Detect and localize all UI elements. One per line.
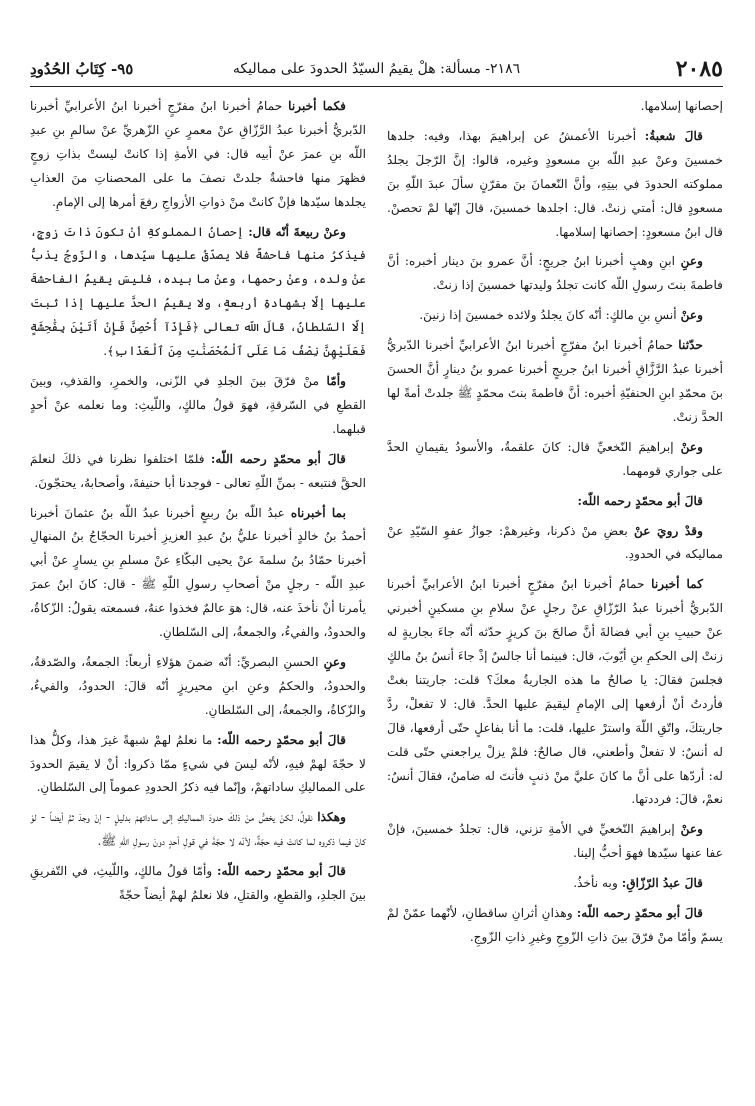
paragraph-text: أنسِ بنِ مالكٍ: أنّه كانَ يجلدُ ولائده خمسينَ إذا زنينَ. [419,308,677,323]
paragraph [387,573,723,812]
page-number: ٢٠٨٥ [675,56,723,82]
paragraph [387,250,723,298]
paragraph [30,502,366,645]
paragraph-text: حمامُ أخبرنا ابنُ مفرّجٍ أخبرنا ابنُ الأعرابيِّ أخبرنا الدّبريُّ أخبرنا عبدُ الرَّزَّاقِ أخبرنا ابنُ جريجٍ أخبرنا عمرو بنُ دينارٍ أنَّ الحسنَ بنَ محمّدِ ابنِ الحنفيّةِ أخبره: أنَّ فاطمةَ بنتَ محمّدٍ ﷺ جلدتْ أمةً لها الحدَّ زنتْ. [387,338,723,424]
paragraph [387,304,723,328]
page-header [30,56,723,82]
paragraph [30,651,366,723]
paragraph-lead: كما أخبرنا [651,577,704,592]
paragraph-text: وأمّا قولُ مالكٍ، واللّيثِ، في التّفريقِ بينَ الجلدِ، والقطعِ، والقتلِ، فلا نعلمُ لهمْ أيضاً حجّةً [30,864,366,903]
paragraph-lead: قالَ أبو محمّدٍ رحمه اللّه: [576,906,703,921]
paragraph-text: عبدُ اللّه بنُ ربيعٍ أخبرنا عبدُ اللّه بنُ عثمانَ أخبرنا أحمدُ بنُ خالدٍ أخبرنا عليُّ بنُ عبدِ العزيزِ أخبرنا الحجّاجُ بنُ المنهالِ أخبرنا حمّادُ بنُ سلمةَ عنْ يحيى البكّاءِ عنْ مسلمِ بنِ يسارٍ عنْ أبي عبدِ اللّه - رجلٍ منْ أصحابِ رسولِ اللّهِ ﷺ - قال: كانَ ابنُ عمرَ يأمرنا أنْ نأخذَ عنه، قال: هوَ عالمٌ فخذوا عنهُ، فسمعته يقولُ: الزّكاةُ، والحدودُ، والفيءُ، والجمعةُ، إلى السّلطانِ. [30,505,366,640]
paragraph-lead: قالَ أبو محمّدٍ رحمه اللّه: [577,493,703,508]
paragraph-text: إبراهيمَ النّخعيِّ في الأمةِ تزني، قال: تجلدُ خمسينَ، فإنْ عفا عنها سيّدها فهوَ أحبُّ إلينا. [387,822,723,861]
paragraph-lead: قالَ أبو محمّدٍ رحمه اللّه: [210,451,346,466]
paragraph-lead: بما أخبرناه [290,505,346,520]
paragraph-text: إبراهيمَ النّخعيِّ قال: كانَ علقمةُ، والأسودُ يقيمانِ الحدَّ على جواري قومهما. [387,439,723,478]
paragraph [387,125,723,245]
issue-title: ٢١٨٦- مسألة: هلْ يقيمُ السيّدُ الحدودَ على مماليكه [232,61,521,77]
paragraph-text: إحصانُ المملوكةِ أنْ تكونَ ذاتَ زوجٍ، فيذكرُ منها فاحشةٌ فلا يصدّقُ عليها سيّدها، والزّوجُ يذبُّ عنْ ولده، وعنْ رحمها، وعنْ ما بيده، فليسَ يقيمُ الفاحشةَ عليها إلّا بشهادةِ أربعةٍ، ولا يقيمُ الحدَّ عليها إذا ثبتَ إلّا السّلطانُ، قالَ اللّه تعالى ﴿فَإِذَآ أُحْصِنَّ فَإِنْ أَتَيْنَ بِفَٰحِشَةٍ فَعَلَيْهِنَّ نِصْفُ مَا عَلَى ٱلْمُحْصَنَٰتِ مِنَ ٱلْعَذَابِ﴾. [30,224,366,359]
paragraph-lead: فكما أخبرنا [288,99,347,113]
book-title: ٩٥- كِتَابُ الحُدُودِ [30,60,134,78]
paragraph [387,872,723,896]
header-rule [30,86,723,87]
paragraph [30,729,366,801]
paragraph-text: ابنِ وهبٍ أخبرنا ابنُ جريجٍ: أنَّ عمرو بنَ دينار أخبره: أنَّ فاطمةَ بنتَ رسولِ اللّه كانت تجلدُ وليدتها خمسينَ إذا زنتْ. [387,254,723,293]
paragraph-text: فلمّا اختلفوا نظرنا في ذلكَ لنعلمَ الحقَّ فنتبعه - بمنِّ اللّهِ تعالى - فوجدنا أبا حنيفةَ، وأصحابهُ، يحتجّونَ. [30,451,366,490]
left-column [30,95,366,1095]
paragraph-lead: وعنْ [680,822,704,837]
paragraph-text: ما نعلمُ لهمْ شبهةً غيرَ هذا، وكلُّ هذا لا حجّةَ لهمْ فيهِ، لأنّه ليسَ في شيءٍ ممّا ذكروا: أنْ لا يقيمَ الحدودَ على المماليكِ ساداتهمْ، وإنّما فيه ذكرُ الحدودِ عموماً إلى السّلطانِ. [30,732,366,795]
paragraph [387,95,723,119]
paragraph-text: نقولُ، لكنْ يخصُّ منْ ذلكَ حدودَ المماليكِ إلى ساداتهمْ بدليلٍ - إنْ وجدَ ثمَّ أيضاً - لوْ كانَ فيما ذكروه لما كانتْ فيه حجّةٌ، لأنّه لا حجّةَ في قولِ أحدٍ دونَ رسولِ اللّهِ ﷺ. [30,810,366,849]
paragraph-lead: قالَ أبو محمّدٍ رحمه اللّه: [217,864,346,879]
paragraph-lead: وقدْ رويَ عنْ [633,523,703,538]
paragraph [387,436,723,484]
paragraph [387,490,723,514]
paragraph-text: حمامُ أخبرنا ابنُ مفرّجٍ أخبرنا ابنُ الأعرابيِّ أخبرنا الدّبريُّ أخبرنا عبدُ الرَّزّاقِ عنْ معمرٍ عنِ الزّهريِّ عنْ سالمِ بنِ عبدِ اللّه بنِ عمرَ عنْ أبيه قال: في الأمةِ إذا كانتْ ليستْ بذاتِ زوجٍ فظهرَ منها فاحشةٌ جلدتْ نصفَ ما على المحصناتِ منَ العذابِ يجلدها سيّدها فإنْ كانتْ منْ ذواتِ الأزواجِ رفعَ أمرها إلى الإمامِ. [30,99,366,209]
paragraph [387,520,723,568]
paragraph [30,448,366,496]
paragraph-text: الحسنِ البصريِّ: أنّه ضمنَ هؤلاءِ أربعاً: الجمعةُ، والصّدقةُ، والحدودُ، والحكمُ وعنِ ابنِ محيريزٍ أنّه قالَ: الحدودُ، والفيءُ، والزّكاةُ، والجمعةُ، إلى السّلطانِ. [30,654,366,717]
paragraph-text: حمامُ أخبرنا ابنُ مفرّجٍ أخبرنا ابنُ الأعرابيِّ أخبرنا الدّبريُّ أخبرنا عبدُ الرّزّاقِ عنْ رجلٍ عنْ سلامِ بنِ مسكينٍ أخبرني عنْ حبيبِ بنِ أبي فضالةَ أنَّ صالحَ بنَ كريزٍ حدّثه أنّه جاءَ بجاريةٍ له زنتْ إلى الحكمِ بنِ أيّوبَ، قال: فبينما أنا جالسٌ إذْ جاءَ أنسُ بنُ مالكٍ فجلسَ فقالَ: يا صالحُ ما هذه الجاريةُ معكَ؟ قلت: جاريتنا بغتْ فأردتُ أنْ أرفعها إلى الإمامِ ليقيمَ عليها الحدَّ. قال: لا تفعلْ، ردَّ جاريتكَ، واتّقِ اللّهَ واسترْ عليها، قلت: ما أنا بفاعلٍ حتّى أرفعها، قالَ له أنسٌ: لا تفعلْ وأطعني، قال صالحٌ: فلمْ يزلْ يراجعني حتّى قلت له: أردّها على أنَّ ما كانَ عليَّ منْ ذنبٍ فأنتَ له ضامنٌ، فقالَ أنسٌ: نعمْ، قالَ: فرددتها. [387,577,723,807]
paragraph [387,902,723,950]
paragraph [30,806,366,854]
paragraph-lead: وعنِ [680,254,703,269]
paragraph-lead: قالَ شعبةُ: [644,128,703,143]
paragraph-lead: وعنْ [680,439,703,454]
paragraph-text: إحصانها إسلامها. [640,99,723,113]
paragraph-text: بعضِ منْ ذكرنا، وغيرهمْ: جوازُ عفوِ السّيّدِ عنْ مماليكه في الحدودِ. [387,523,723,562]
paragraph-text: منْ فرّقَ بينَ الجلدِ في الزّنى، والخمرِ، والقذفِ، وبينَ القطعِ في السّرقةِ، فهوَ قولُ مالكٍ، واللّيثِ: وما نعلمه عنْ أحدٍ قبلهما. [30,373,366,436]
paragraph-lead: وعنْ [680,308,703,323]
paragraph [387,334,723,430]
paragraph [30,860,366,908]
paragraph-lead: وعنِ [323,654,346,669]
paragraph-lead: قالَ عبدُ الرّزّاقِ: [621,876,703,891]
paragraph-lead: حدّثنا [678,338,704,353]
paragraph-lead: قالَ أبو محمّدٍ رحمه اللّه: [217,732,347,747]
paragraph-text: وبه نأخذُ. [573,876,618,891]
paragraph-lead: وأمّا [326,373,347,388]
paragraph-text: أخبرنا الأعمشُ عن إبراهيمَ بهذا، وفيه: جلدها خمسينَ وعنْ عبدِ اللّه بنِ مسعودٍ وغيره، قالوا: إنَّ الرّجلَ يجلدُ مملوكته الحدودَ في بيتِهِ، وأنَّ النّعمانَ بنَ مقرّنٍ سألَ عبدَ اللّهِ بنَ مسعودٍ قال: أمتي زنتْ. قال: اجلدها خمسينَ، قالَ إنّها لمْ تحصنْ. قال ابنُ مسعودٍ: إحصانها إسلامها. [387,128,723,239]
paragraph-lead: وهكذا [317,810,347,825]
paragraph [387,818,723,866]
paragraph [30,95,366,215]
paragraph-lead: وعنْ ربيعةَ أنّه قال: [248,224,346,239]
right-column [387,95,723,1095]
paragraph [30,370,366,442]
paragraph-text: وهذانِ أثرانِ ساقطانِ، لأنّهما عمّنْ لمْ يسمّ وأمّا منْ فرّقَ بينَ ذاتِ الزّوجِ وغيرِ ذاتِ الزّوجِ. [387,906,723,944]
paragraph [30,221,366,364]
